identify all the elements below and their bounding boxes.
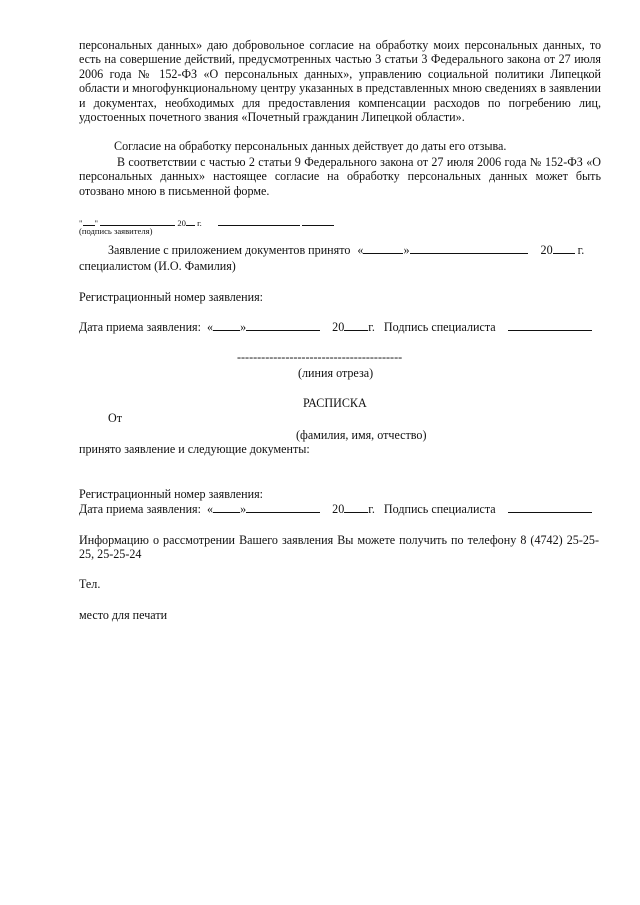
date-label: Дата приема заявления: [79,320,201,334]
quote-close: » [240,320,247,334]
day-blank [213,502,240,513]
cut-line: ----------------------------------------- [237,350,403,364]
year-prefix: 20 [332,502,345,516]
day-blank [363,243,403,254]
consent-paragraph-3: В соответствии с частью 2 статьи 9 Федерального закона от 27 июля 2006 года № 152-ФЗ «О персональных данных» настоящее согласие на обработку персональных данных может быть отозвано мною в письменной форме. [79,155,601,198]
fio-caption: (фамилия, имя, отчество) [296,428,427,442]
day-blank [83,215,95,226]
signature-label: Подпись специалиста [383,320,496,334]
year-blank [186,215,195,226]
accepted-text: Заявление с приложением документов принято [108,243,351,257]
month-blank [410,243,528,254]
year-blank [344,502,368,513]
month-blank [100,215,175,226]
info-text: Информацию о рассмотрении Вашего заявления Вы можете получить по телефону 8 (4742) 25-25-25, 25-25-24 [79,533,599,562]
year-suffix: г. [368,320,375,334]
year-suffix: г. [368,502,375,516]
specialist-name-line: специалистом (И.О. Фамилия) [79,259,236,273]
quote-open: « [207,502,214,516]
receipt-from-label: От [108,411,123,425]
receipt-date-line [79,502,592,516]
month-blank [246,320,320,331]
date-received-line [79,320,592,334]
quote-open: " [79,218,83,228]
year-blank [344,320,368,331]
cut-line-label: (линия отреза) [298,366,374,380]
year-blank [553,243,575,254]
signature-blank [218,215,300,226]
quote-open: « [357,243,364,257]
year-suffix: г. [197,218,202,228]
date-label: Дата приема заявления: [79,502,201,516]
signature-blank [508,320,592,331]
documents-accepted-label: принято заявление и следующие документы: [79,442,310,456]
quote-close: " [94,218,99,228]
stamp-place-label: место для печати [79,608,168,622]
year-prefix: 20 [177,218,186,228]
signature-blank [508,502,592,513]
consent-paragraph-1: персональных данных» даю добровольное согласие на обработку моих персональных данных, то есть на совершение действий, предусмотренных частью 3 статьи 3 Федерального закона от 27 июля 2006 года № 152-ФЗ «О персональных данных», управлению социальной политики Липецкой области и многофункциональному центру указанных в представленных мною сведениях в заявлении и документах, необходимых для предоставления компенсации расходов по погребению лиц, удостоенных почетного звания «Почетный гражданин Липецкой области». [79,38,601,125]
day-blank [213,320,240,331]
month-blank [246,502,320,513]
quote-close: » [240,502,247,516]
quote-close: » [403,243,410,257]
signature-label: Подпись специалиста [383,502,496,516]
accepted-line [108,243,584,257]
receipt-title: РАСПИСКА [303,396,367,410]
registration-number-label: Регистрационный номер заявления: [79,290,264,304]
quote-open: « [207,320,214,334]
receipt-registration-number-label: Регистрационный номер заявления: [79,487,264,501]
year-prefix: 20 [540,243,553,257]
year-prefix: 20 [332,320,345,334]
phone-label: Тел. [79,577,101,591]
signature-blank-2 [302,215,334,226]
consent-paragraph-2: Согласие на обработку персональных данных действует до даты его отзыва. [114,139,507,153]
year-suffix: г. [577,243,585,257]
applicant-signature-caption: (подпись заявителя) [79,226,153,236]
